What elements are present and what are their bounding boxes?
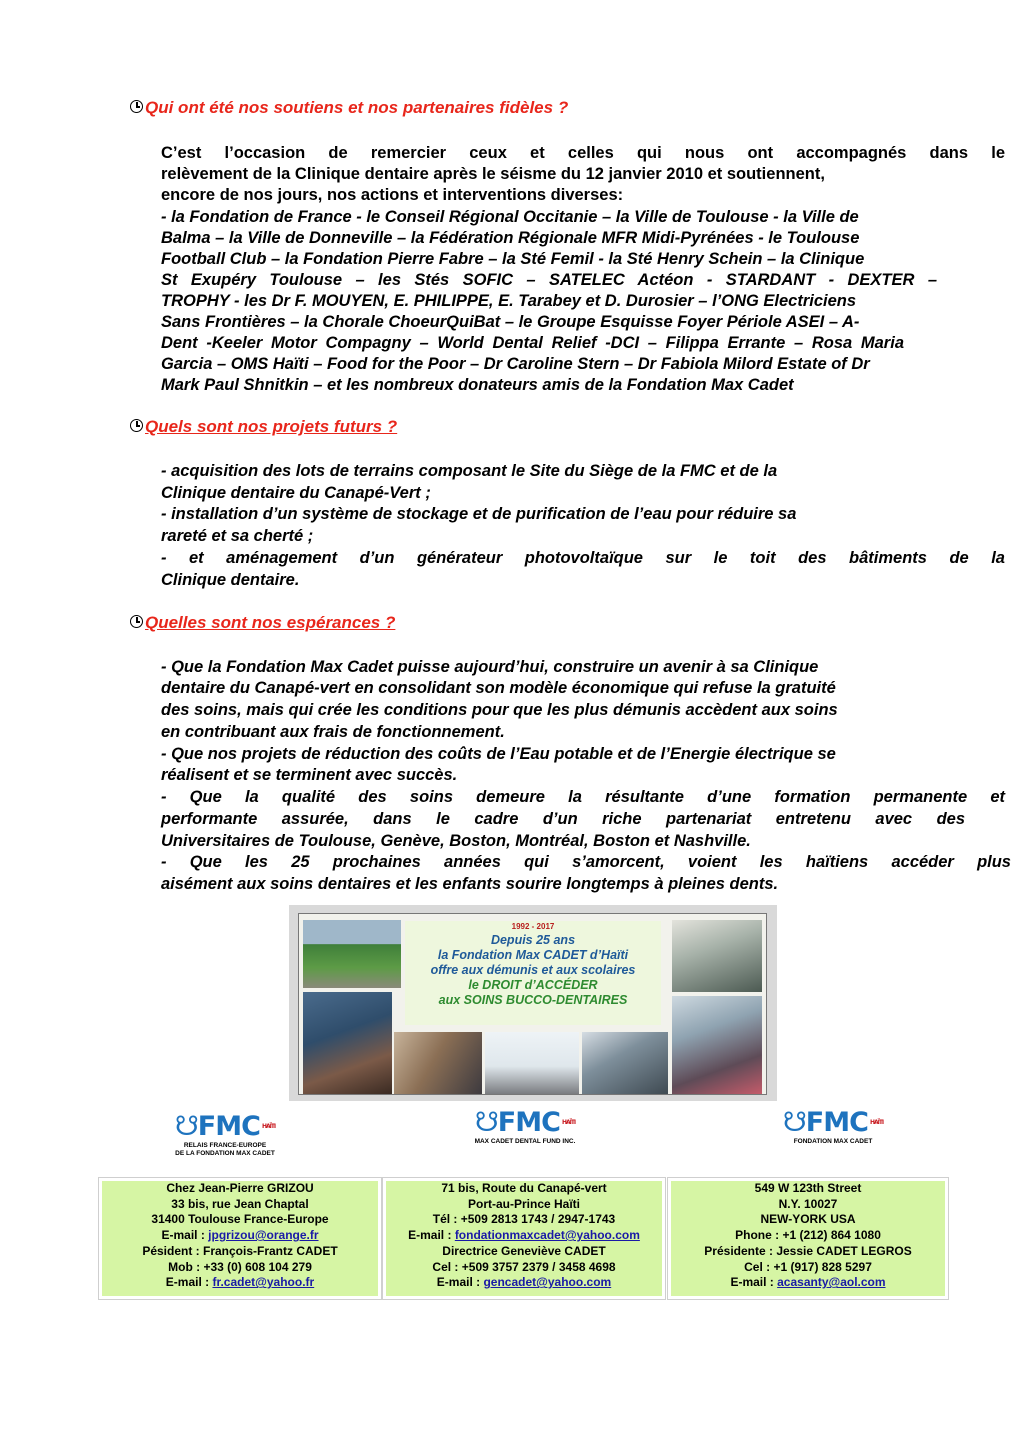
address-line: Directrice Geneviève CADET <box>442 1243 606 1258</box>
project-line: - installation d’un système de stockage et de purification de l’eau pour réduire sa <box>161 505 797 523</box>
section-heading-partners <box>130 98 568 118</box>
address-line: NEW-YORK USA <box>760 1212 856 1227</box>
logo-caption: DE LA FONDATION MAX CADET <box>175 1150 275 1157</box>
intro-line: encore de nos jours, nos actions et interventions diverses: <box>161 186 624 204</box>
partner-line: Balma – la Ville de Donneville – la Fédération Régionale MFR Midi-Pyrénées - le Toulouse <box>161 229 860 247</box>
banner-message <box>405 921 661 1025</box>
hope-line: dentaire du Canapé-vert en consolidant son modèle économique qui refuse la gratuité <box>161 679 836 697</box>
logo-fmc-fondation <box>778 1108 888 1146</box>
address-line: Présidente : Jessie CADET LEGROS <box>704 1243 912 1258</box>
intro-line: C’est l’occasion de remercier ceux et celles qui nous ont accompagnés dans le <box>161 144 1005 162</box>
address-line: Cel : +1 (917) 828 5297 <box>744 1259 872 1274</box>
hope-line: performante assurée, dans le cadre d’un riche partenariat entretenu avec des <box>161 810 965 828</box>
address-line: Phone : +1 (212) 864 1080 <box>735 1228 881 1243</box>
hope-line: - Que nos projets de réduction des coûts de l’Eau potable et de l’Energie électrique se <box>161 745 836 763</box>
intro-line: relèvement de la Clinique dentaire après le séisme du 12 janvier 2010 et soutiennent, <box>161 165 825 183</box>
fmc-logo-mark: ☋FMC $^{HAÏTI}$ <box>782 1107 884 1138</box>
email-link[interactable]: jpgrizou@orange.fr <box>208 1228 319 1243</box>
banner-years: 1992 - 2017 <box>511 922 555 931</box>
hope-line: en contribuant aux frais de fonctionnement. <box>161 723 505 741</box>
address-line: Chez Jean-Pierre GRIZOU <box>166 1181 314 1195</box>
address-line: 71 bis, Route du Canapé-vert <box>441 1181 607 1195</box>
hope-line: Universitaires de Toulouse, Genève, Boston, Montréal, Boston et Nashville. <box>161 832 751 850</box>
address-line: 31400 Toulouse France-Europe <box>151 1212 329 1227</box>
email-line: E-mail : jpgrizou@orange.fr <box>161 1228 319 1243</box>
clock-icon <box>130 419 143 432</box>
partner-line: Football Club – la Fondation Pierre Fabre – la Sté Femil - la Sté Henry Schein – la Clinique <box>161 250 865 268</box>
email-line: E-mail : fr.cadet@yahoo.fr <box>165 1275 315 1290</box>
address-block-france <box>98 1177 382 1300</box>
tooth-icon: ☋ <box>174 1111 198 1142</box>
partner-line: Dent -Keeler Motor Compagny – World Dental Relief -DCI – Filippa Errante – Rosa Maria <box>161 334 904 352</box>
hope-line: des soins, mais qui crée les conditions pour que les plus démunis accèdent aux soins <box>161 701 838 719</box>
email-link[interactable]: fondationmaxcadet@yahoo.com <box>454 1228 640 1243</box>
photo-banner <box>289 905 777 1101</box>
address-line: 33 bis, rue Jean Chaptal <box>171 1196 309 1211</box>
clinic-exterior-photo <box>303 920 401 988</box>
address-block-haiti <box>382 1177 666 1300</box>
email-link[interactable]: acasanty@aol.com <box>777 1275 886 1290</box>
address-line: 549 W 123th Street <box>754 1181 862 1195</box>
email-link[interactable]: fr.cadet@yahoo.fr <box>212 1275 315 1290</box>
hope-line: - Que la Fondation Max Cadet puisse aujourd’hui, construire un avenir à sa Clinique <box>161 658 819 676</box>
clock-icon <box>130 100 143 113</box>
fmc-logo-mark: ☋FMC $^{HAÏTI}$ <box>174 1111 276 1142</box>
partner-line: - la Fondation de France - le Conseil Régional Occitanie – la Ville de Toulouse - la Ville de <box>161 208 859 226</box>
logo-caption: RELAIS FRANCE-EUROPE <box>183 1142 267 1149</box>
project-line: - acquisition des lots de terrains composant le Site du Siège de la FMC et de la <box>161 462 778 480</box>
dental-care-photo <box>303 992 392 1094</box>
section-heading-hopes <box>130 613 395 633</box>
section-heading-projects <box>130 417 397 437</box>
heading-text: Quelles sont nos espérances ? <box>145 613 396 632</box>
fmc-logo-mark: ☋FMC $^{HAÏTI}$ <box>474 1107 576 1138</box>
project-line: - et aménagement d’un générateur photovoltaïque sur le toit des bâtiments de la <box>161 549 1005 567</box>
heading-text: Qui ont été nos soutiens et nos partenaires fidèles ? <box>145 98 569 117</box>
exhibition-photo <box>672 996 762 1094</box>
tooth-icon: ☋ <box>474 1107 498 1138</box>
hope-line: réalisent et se terminent avec succès. <box>161 766 458 784</box>
partner-line: St Exupéry Toulouse – les Stés SOFIC – SATELEC Actéon - STARDANT - DEXTER – <box>161 271 937 289</box>
treatment-room-photo <box>394 1032 482 1094</box>
logo-caption: MAX CADET DENTAL FUND INC. <box>474 1138 576 1145</box>
email-line: E-mail : gencadet@yahoo.com <box>436 1275 612 1290</box>
address-line: Mob : +33 (0) 608 104 279 <box>168 1259 312 1274</box>
partner-line: Mark Paul Shnitkin – et les nombreux donateurs amis de la Fondation Max Cadet <box>161 376 794 394</box>
address-line: Cel : +509 3757 2379 / 3458 4698 <box>432 1259 616 1274</box>
address-line: N.Y. 10027 <box>778 1196 838 1211</box>
hope-line: - Que les 25 prochaines années qui s’amorcent, voient les haïtiens accéder plus <box>161 853 1011 871</box>
email-link[interactable]: gencadet@yahoo.com <box>483 1275 612 1290</box>
address-block-usa <box>667 1177 949 1300</box>
banner-frame <box>298 913 767 1095</box>
logo-fmc-relais <box>170 1112 280 1158</box>
hope-line: aisément aux soins dentaires et les enfants sourire longtemps à pleines dents. <box>161 875 779 893</box>
partner-line: Garcia – OMS Haïti – Food for the Poor – Dr Caroline Stern – Dr Fabiola Milord Estate of Dr <box>161 355 870 373</box>
project-line: rareté et sa cherté ; <box>161 527 314 545</box>
banner-line: aux SOINS BUCCO-DENTAIRES <box>438 993 628 1007</box>
banner-line: le DROIT d’ACCÉDER <box>468 978 598 992</box>
address-line: Tél : +509 2813 1743 / 2947-1743 <box>432 1212 616 1227</box>
banner-line: offre aux démunis et aux scolaires <box>430 963 636 977</box>
clock-icon <box>130 615 143 628</box>
partner-line: Sans Frontières – la Chorale ChoeurQuiBat – le Groupe Esquisse Foyer Périole ASEI – A- <box>161 313 860 331</box>
tooth-icon: ☋ <box>782 1107 806 1138</box>
email-line: E-mail : acasanty@aol.com <box>730 1275 886 1290</box>
office-photo <box>672 920 762 992</box>
logo-caption: FONDATION MAX CADET <box>793 1138 873 1145</box>
email-line: E-mail : fondationmaxcadet@yahoo.com <box>408 1228 640 1243</box>
partner-line: TROPHY - les Dr F. MOUYEN, E. PHILIPPE, E. Tarabey et D. Durosier – l’ONG Electriciens <box>161 292 857 310</box>
project-line: Clinique dentaire. <box>161 571 300 589</box>
dental-chair-photo <box>582 1032 668 1094</box>
project-line: Clinique dentaire du Canapé-Vert ; <box>161 484 431 502</box>
address-line: Port-au-Prince Haïti <box>467 1196 581 1211</box>
hope-line: - Que la qualité des soins demeure la résultante d’une formation permanente et <box>161 788 1005 806</box>
mobile-clinic-photo <box>485 1032 579 1094</box>
address-line: Pésident : François-Frantz CADET <box>142 1243 338 1258</box>
heading-text: Quels sont nos projets futurs ? <box>145 417 398 436</box>
banner-line: la Fondation Max CADET d’Haïti <box>437 948 629 962</box>
banner-line: Depuis 25 ans <box>490 933 576 947</box>
logo-fmc-dental-fund <box>470 1108 580 1146</box>
